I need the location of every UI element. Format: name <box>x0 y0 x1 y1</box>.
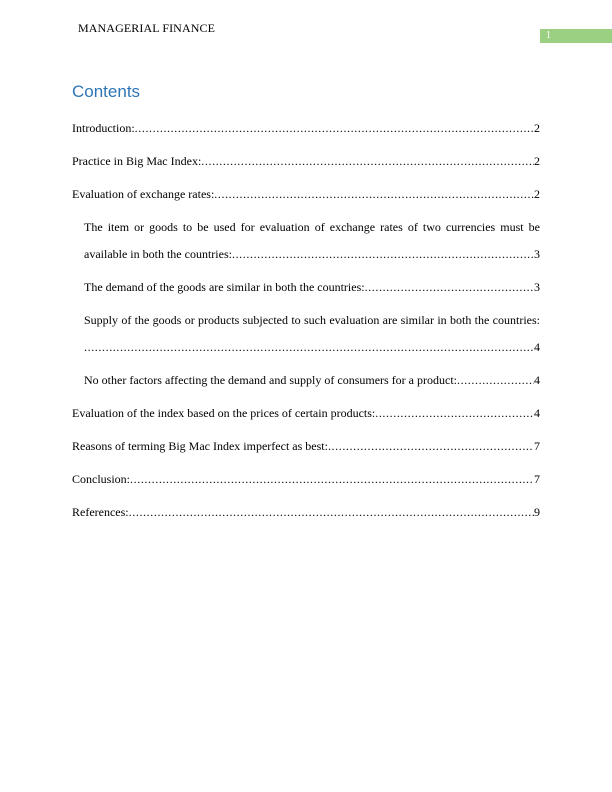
toc-entry-introduction[interactable] <box>72 118 540 138</box>
toc-entry-title: Conclusion: <box>72 472 131 486</box>
toc-entry-title: Evaluation of exchange rates: <box>72 187 215 201</box>
toc-entry-page: 2 <box>534 187 540 201</box>
toc-dot-leader <box>129 502 534 522</box>
toc-entry-title-line2: available in both the countries: <box>84 247 232 261</box>
toc-entry-page: 9 <box>534 505 540 519</box>
page-number-badge: 1 <box>540 29 612 43</box>
toc-entry-page: 2 <box>534 154 540 168</box>
toc-entry-page: 3 <box>534 280 540 294</box>
toc-dot-leader <box>201 151 534 171</box>
toc-entry-evaluation-exchange-rates[interactable] <box>72 184 540 204</box>
toc-dot-leader <box>457 370 534 390</box>
running-header: MANAGERIAL FINANCE <box>78 21 216 35</box>
toc-entry-title: The demand of the goods are similar in both the countries: <box>84 280 365 294</box>
toc-entry-page: 2 <box>534 121 540 135</box>
toc-entry-title: Introduction: <box>72 121 135 135</box>
table-of-contents <box>72 118 540 535</box>
toc-entry-title: Reasons of terming Big Mac Index imperfect as best: <box>72 439 328 453</box>
toc-dot-leader <box>328 436 534 456</box>
toc-entry-page: 7 <box>534 472 540 486</box>
toc-entry-title-line1: Supply of the goods or products subjected to such evaluation are similar in both the countries: <box>84 313 540 327</box>
toc-entry-title: References: <box>72 505 129 519</box>
toc-dot-leader <box>365 277 534 297</box>
toc-entry-title: No other factors affecting the demand and supply of consumers for a product: <box>84 373 457 387</box>
toc-entry-supply-similar[interactable] <box>84 310 540 357</box>
toc-entry-practice-big-mac[interactable] <box>72 151 540 171</box>
toc-entry-title: Practice in Big Mac Index: <box>72 154 202 168</box>
toc-entry-page: 4 <box>534 406 540 420</box>
toc-entry-conclusion[interactable] <box>72 469 540 489</box>
toc-dot-leader <box>375 403 534 423</box>
toc-dot-leader <box>214 184 534 204</box>
toc-dot-leader <box>135 118 534 138</box>
toc-entry-references[interactable] <box>72 502 540 522</box>
toc-entry-title-line1: The item or goods to be used for evaluation of exchange rates of two currencies must be <box>84 220 540 234</box>
toc-entry-goods-available[interactable] <box>84 217 540 264</box>
toc-entry-reasons-imperfect[interactable] <box>72 436 540 456</box>
toc-entry-title: Evaluation of the index based on the prices of certain products: <box>72 406 376 420</box>
toc-entry-page: 4 <box>534 340 540 354</box>
toc-dot-leader <box>232 244 534 264</box>
toc-entry-page: 7 <box>534 439 540 453</box>
toc-entry-page: 4 <box>534 373 540 387</box>
toc-entry-page: 3 <box>534 247 540 261</box>
toc-dot-leader <box>84 337 534 357</box>
toc-dot-leader <box>130 469 534 489</box>
toc-heading: Contents <box>72 82 141 101</box>
toc-entry-evaluation-index[interactable] <box>72 403 540 423</box>
toc-entry-no-other-factors[interactable] <box>84 370 540 390</box>
toc-entry-demand-similar[interactable] <box>84 277 540 297</box>
